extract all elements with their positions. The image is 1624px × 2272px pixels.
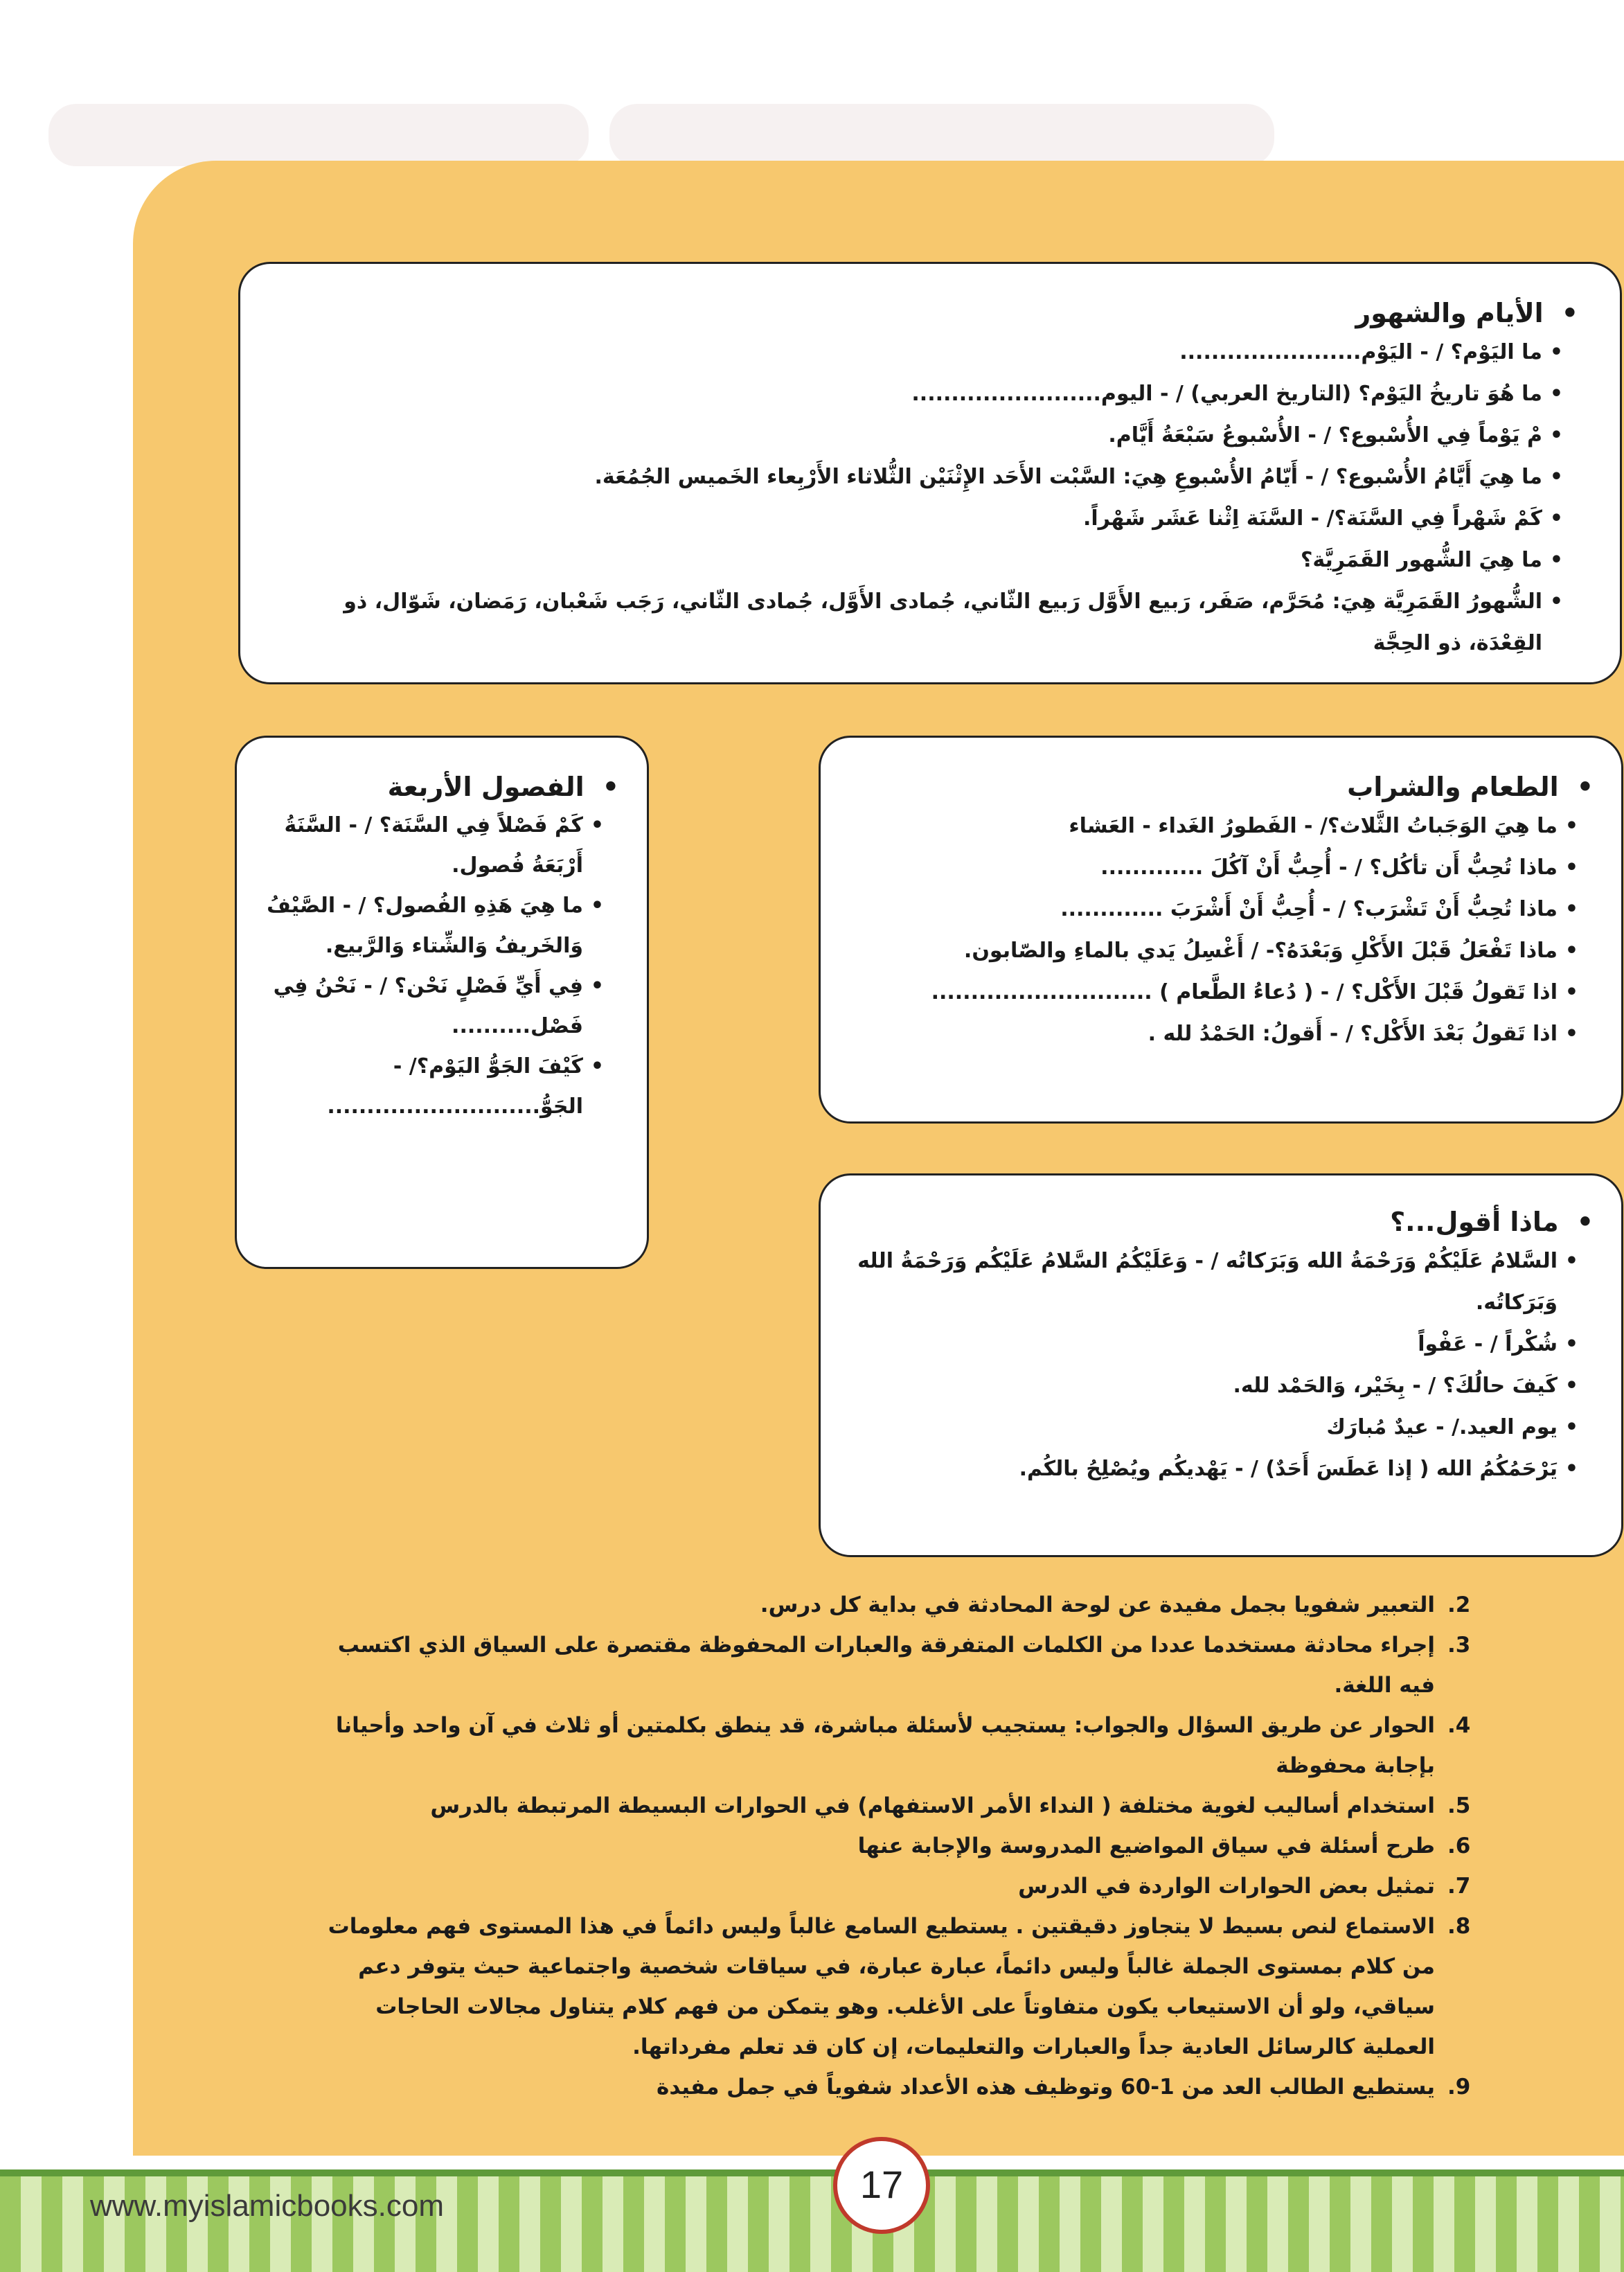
days-months-title: • الأيام والشهور: [282, 294, 1578, 332]
objective-item: [298, 1705, 1489, 1786]
objective-item: [298, 1906, 1489, 2067]
page-number: 17: [833, 2137, 930, 2234]
objective-item: [298, 1866, 1489, 1906]
food-drink-card: [819, 736, 1623, 1124]
faded-background-panel: [609, 104, 1274, 166]
list-item: • ما هِيَ الوَجَباتُ الثَّلاث؟/ - الفَطورُ الغَداء - العَشاء: [841, 806, 1558, 847]
what-do-i-say-title: • ماذا أقول...؟: [841, 1203, 1594, 1241]
what-do-i-say-card: [819, 1173, 1623, 1557]
list-item: • فِي أَيِّ فَصْلٍ نَحْن؟ / - نَحْنُ فِي فَصْل..........: [258, 966, 583, 1047]
list-item: • الشُّهورُ القَمَرِيَّة هِيَ: مُحَرَّم، صَفَر، رَبيع الأَوَّل رَبيع الثّاني، جُمادى الأَوَّل، جُمادى الثّاني، رَجَب شَعْبان، رَمَضان، شَوّال، ذو القِعْدَة، ذو الحِجَّة: [282, 581, 1542, 664]
footer-band-edge: [0, 2169, 1624, 2176]
list-item: • ماذا تَفْعَلُ قَبْلَ الأَكْلِ وَبَعْدَهُ؟- / أَغْسِلُ يَدي بالماءِ والصّابون.: [841, 930, 1558, 972]
list-item: • مْ يَوْماً فِي الأُسْبوع؟ / - الأُسْبوعُ سَبْعَةُ أَيَّام.: [282, 415, 1542, 456]
list-item: • كَيْفَ الجَوُّ اليَوْم؟/ - الجَوُّ...........................: [258, 1047, 583, 1127]
objective-text: إجراء محادثة مستخدما عددا من الكلمات المتفرقة والعبارات المحفوظة مقتصرة على السياق الذي اكتسب فيه اللغة.: [337, 1633, 1435, 1698]
objective-number: 3.: [1447, 1633, 1471, 1658]
objective-item: [298, 1625, 1489, 1705]
objective-number: 2.: [1447, 1592, 1471, 1617]
objective-number: 8.: [1447, 1914, 1471, 1939]
what-do-i-say-list: [841, 1241, 1594, 1490]
list-item: • ما اليَوْم؟ / - اليَوْم.......................: [282, 332, 1542, 373]
objective-item: [298, 2067, 1489, 2107]
objective-item: [298, 1826, 1489, 1866]
list-item: • يَرْحَمُكُمُ الله ( إذا عَطَسَ أَحَدٌ) / - يَهْديكُم ويُصْلِحُ بالكُم.: [841, 1448, 1558, 1490]
list-item: • اذا تَقولُ قَبْلَ الأَكْل؟ / - ( دُعاءُ الطَّعام ) ............................: [841, 972, 1558, 1013]
objective-text: يستطيع الطالب العد من 1-60 وتوظيف هذه الأعداد شفوياً في جمل مفيدة: [657, 2075, 1435, 2100]
list-item: • كَمْ شَهْراً فِي السَّنَة؟/ - السَّنَة اِثْنا عَشَر شَهْراً.: [282, 498, 1542, 540]
list-item: • اذا تَقولُ بَعْدَ الأَكْل؟ / - أَقولُ: الحَمْدُ لله .: [841, 1013, 1558, 1055]
food-drink-list: [841, 806, 1594, 1055]
objective-number: 5.: [1447, 1793, 1471, 1818]
objective-item: [298, 1585, 1489, 1625]
objective-text: تمثيل بعض الحوارات الواردة في الدرس: [1018, 1874, 1435, 1899]
faded-background-panel: [48, 104, 589, 166]
list-item: • ما هُوَ تاريخُ اليَوْم؟ (التاريخ العربي) / - اليوم........................: [282, 373, 1542, 415]
list-item: • ماذا تُحِبُّ أَنْ تَشْرَب؟ / - أُحِبُّ أَنْ أَشْرَبَ .............: [841, 889, 1558, 930]
objective-text: طرح أسئلة في سياق المواضيع المدروسة والإجابة عنها: [857, 1834, 1435, 1858]
objective-number: 7.: [1447, 1874, 1471, 1899]
objective-number: 4.: [1447, 1713, 1471, 1738]
list-item: • السَّلامُ عَلَيْكُمْ وَرَحْمَةُ الله وَبَرَكاتُه / - وَعَلَيْكُمُ السَّلامُ عَلَيْكُم وَرَحْمَةُ الله وَبَرَكاتُه.: [841, 1241, 1558, 1324]
objectives-list: [298, 1585, 1489, 2107]
list-item: • ما هِيَ هَذِهِ الفُصول؟ / - الصَّيْفُ وَالخَريفُ وَالشِّتاء وَالرَّبيع.: [258, 886, 583, 966]
objective-number: 9.: [1447, 2075, 1471, 2100]
objective-number: 6.: [1447, 1834, 1471, 1858]
list-item: • ماذا تُحِبُّ أَن تأكُل؟ / - أُحِبُّ أَنْ آكُلَ .............: [841, 847, 1558, 889]
four-seasons-list: [258, 806, 619, 1127]
footer-url-link[interactable]: www.myislamicbooks.com: [90, 2189, 444, 2223]
list-item: • يوم العيد./ - عيدٌ مُبارَك: [841, 1407, 1558, 1448]
list-item: • كَيفَ حالُكَ؟ / - بِخَيْر، وَالحَمْد لله.: [841, 1365, 1558, 1407]
four-seasons-title: • الفصول الأربعة: [258, 768, 619, 806]
objective-text: الحوار عن طريق السؤال والجواب: يستجيب لأسئلة مباشرة، قد ينطق بكلمتين أو ثلاث في آن واحد وأحيانا بإجابة محفوظة: [335, 1713, 1435, 1778]
objective-text: الاستماع لنص بسيط لا يتجاوز دقيقتين . يستطيع السامع غالباً وليس دائماً في هذا المستوى فهم معلومات من كلام بمستوى الجملة غالباً وليس دائماً، عبارة عبارة، في سياقات شخصية واجتماعية حيث يتوفر دعم سياقي، ولو أن الاستيعاب يكون متفاوتاً على الأغلب. وهو يتمكن من فهم كلام يتناول مجالات الحاجات العملية كالرسائل العادية جداً والعبارات والتعليمات، إن كان قد تعلم مفرداتها.: [328, 1914, 1435, 2059]
objective-item: [298, 1786, 1489, 1826]
four-seasons-card: [235, 736, 649, 1269]
list-item: • ما هِيَ أَيَّامُ الأُسْبوع؟ / - أَيّامُ الأُسْبوعِ هِيَ: السَّبْت الأَحَد الإِثْنَيْن الثُّلاثاء الأَرْبِعاء الخَميس الجُمُعَة.: [282, 456, 1542, 498]
list-item: • كَمْ فَصْلاً فِي السَّنَة؟ / - السَّنَةُ أَرْبَعَةُ فُصول.: [258, 806, 583, 886]
objective-text: التعبير شفويا بجمل مفيدة عن لوحة المحادثة في بداية كل درس.: [760, 1592, 1435, 1617]
list-item: • ما هِيَ الشُّهور القَمَرِيَّة؟: [282, 540, 1542, 581]
list-item: • شُكْراً / - عَفْواً: [841, 1324, 1558, 1365]
food-drink-title: • الطعام والشراب: [841, 768, 1594, 806]
objective-text: استخدام أساليب لغوية مختلفة ( النداء الأمر الاستفهام) في الحوارات البسيطة المرتبطة بالدرس: [430, 1793, 1435, 1818]
days-months-list: [282, 332, 1578, 664]
days-months-card: [238, 262, 1622, 684]
